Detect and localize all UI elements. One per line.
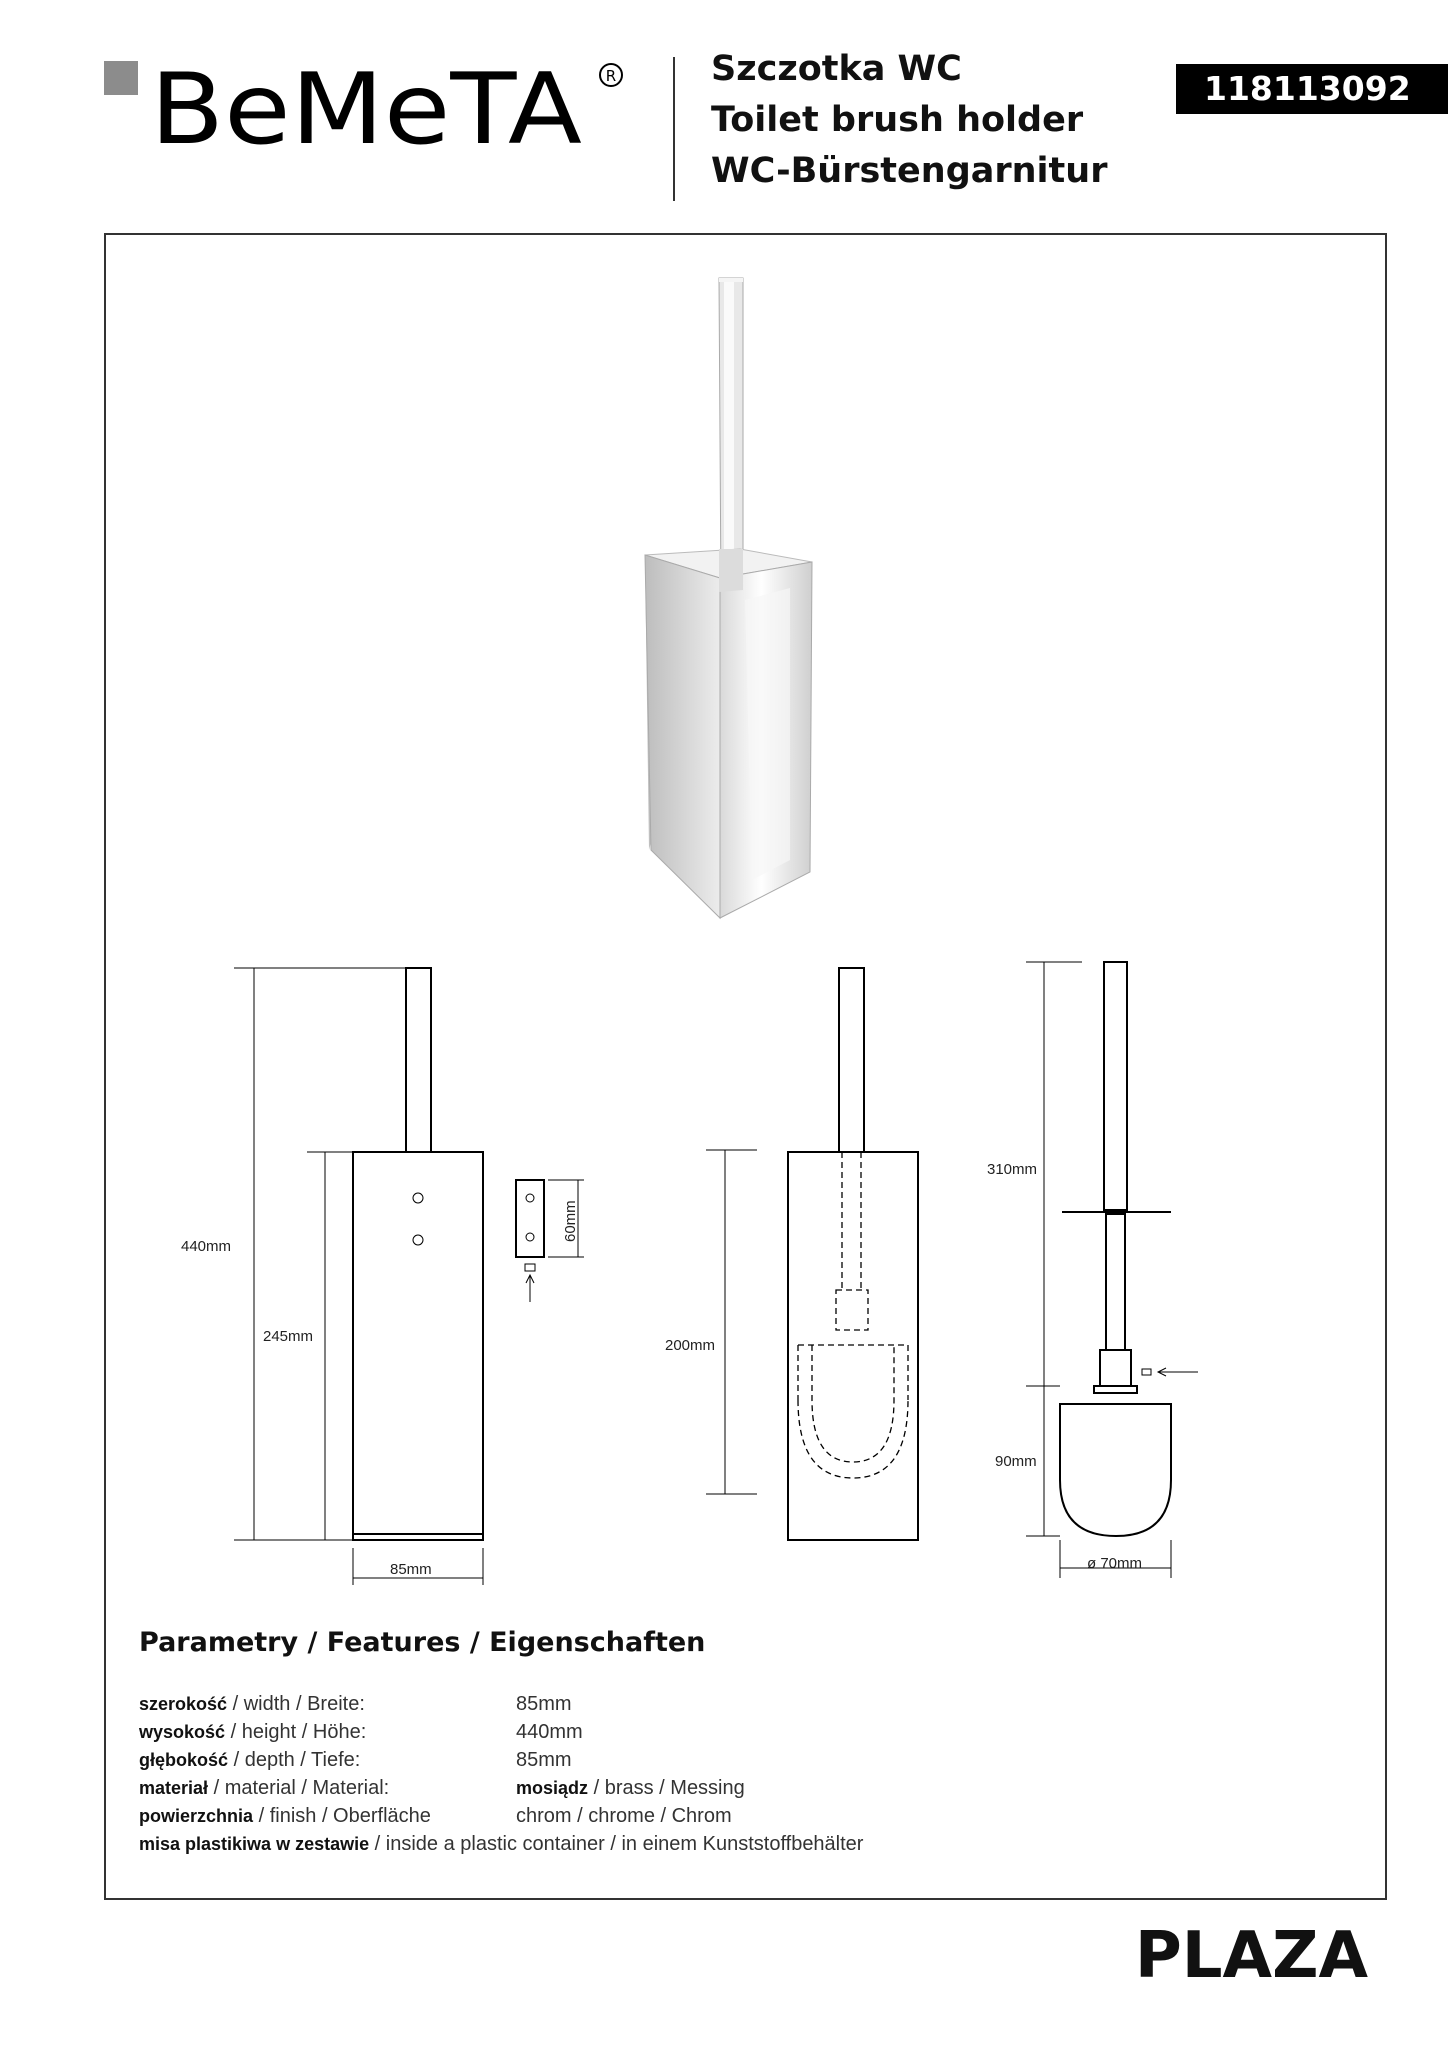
feature-label-translations: / depth / Tiefe: xyxy=(228,1749,361,1771)
feature-value: mosiądz xyxy=(516,1778,589,1798)
dim-container-height: 200mm xyxy=(665,1337,716,1354)
features-heading: Parametry / Features / Eigenschaften xyxy=(139,1627,706,1658)
dim-width: 85mm xyxy=(390,1561,432,1578)
dim-total-height: 440mm xyxy=(181,1238,232,1255)
svg-text:BeMeTA: BeMeTA xyxy=(150,55,582,155)
front-view-dimensions xyxy=(234,968,584,1585)
feature-value: 85mm xyxy=(516,1749,572,1771)
title-line-pl: Szczotka WC xyxy=(711,49,962,89)
series-name: PLAZA xyxy=(1134,1919,1368,1993)
front-view xyxy=(353,968,544,1540)
svg-text:R: R xyxy=(605,67,617,85)
brush-dimensions xyxy=(1026,962,1198,1578)
feature-value: 85mm xyxy=(516,1693,572,1715)
feature-label-pl: misa plastikiwa w zestawie xyxy=(139,1834,370,1854)
feature-label-pl: głębokość xyxy=(139,1750,229,1770)
feature-label-translations: / height / Höhe: xyxy=(225,1721,367,1743)
feature-label-pl: szerokość xyxy=(139,1694,228,1714)
feature-value: chrom xyxy=(516,1805,572,1827)
feature-label-translations: / width / Breite: xyxy=(227,1693,365,1715)
feature-value: 440mm xyxy=(516,1721,583,1743)
section-dimensions xyxy=(706,1150,757,1494)
feature-value-translations: / brass / Messing xyxy=(588,1777,745,1799)
feature-label-translations: / inside a plastic container / in einem Kunststoffbehälter xyxy=(369,1833,864,1855)
dim-brush-diameter: ø 70mm xyxy=(1087,1555,1143,1572)
dim-brush-head: 90mm xyxy=(995,1453,1037,1470)
product-photo xyxy=(645,278,812,918)
dim-body-height: 245mm xyxy=(263,1328,314,1345)
feature-label-pl: powierzchnia xyxy=(139,1806,254,1826)
feature-label-pl: materiał xyxy=(139,1778,209,1798)
section-view xyxy=(788,968,918,1540)
title-line-de: WC-Bürstengarnitur xyxy=(711,151,1108,191)
feature-value-translations: / chrome / Chrom xyxy=(571,1805,732,1827)
title-line-en: Toilet brush holder xyxy=(711,100,1084,140)
dim-bracket-height: 60mm xyxy=(562,1200,579,1242)
brush-view xyxy=(1060,962,1171,1536)
feature-label-translations: / material / Material: xyxy=(208,1777,390,1799)
product-code: 118113092 xyxy=(1176,64,1448,114)
feature-label-translations: / finish / Oberfläche xyxy=(253,1805,431,1827)
feature-label-pl: wysokość xyxy=(139,1722,226,1742)
dim-brush-handle: 310mm xyxy=(987,1161,1038,1178)
section-hidden-lines xyxy=(798,1152,908,1478)
